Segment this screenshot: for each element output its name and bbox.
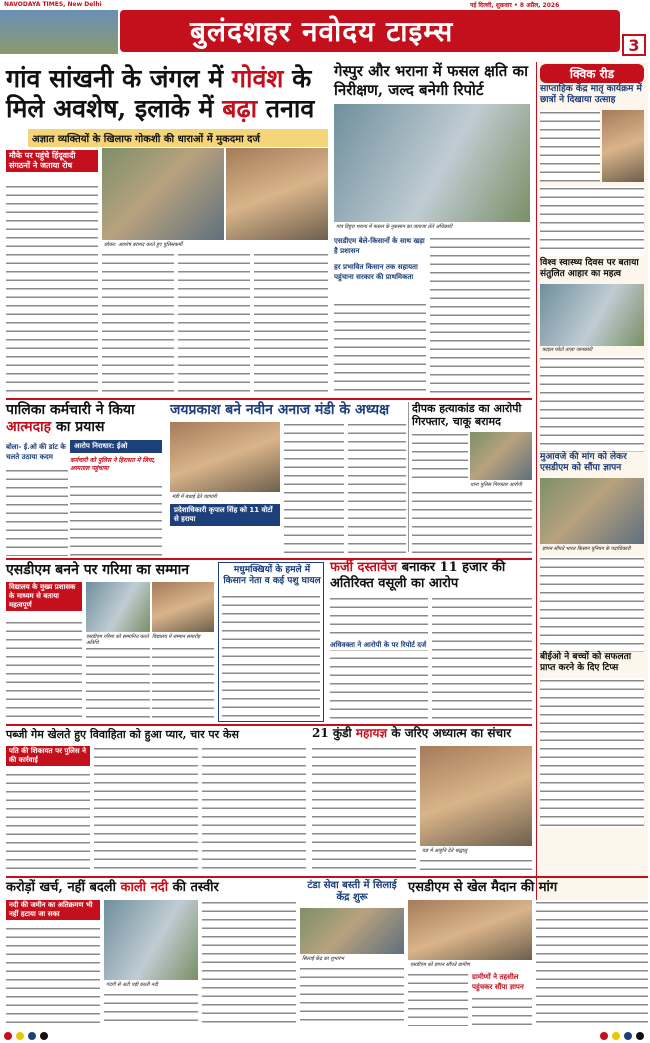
page-number: 3 [622,34,646,56]
tanda-photo [300,908,404,954]
edition-line: NAVODAYA TIMES, New Delhi [4,1,102,8]
farm-bullet-2: हर प्रभावित किसान तक सहायता पहुंचाना सरकार की प्राथमिकता [334,262,418,281]
murder-headline: दीपक हत्याकांड का आरोपी गिरफ्तार, चाकू बरामद [412,402,522,428]
murder-caption: थाना पुलिस गिरफ्तार आरोपी [470,482,522,488]
masthead-logo: बुलंदशहर नवोदय टाइम्स [190,15,454,48]
registration-dot [600,1032,608,1040]
lead-photo-caption: छोकर: अवशेष बरामद करते हुए पुलिसकर्मी [104,242,183,248]
quick-headline-1: साप्ताहिक केंद्र मातृ कार्यक्रम में छात्रों ने दिखाया उत्साह [540,84,642,105]
pubg-subhead: पति की शिकायत पर पुलिस ने की कार्रवाई [6,746,90,766]
yajna-headline-highlight: महायज्ञ [355,726,388,740]
farm-bullet-1: एसडीएम बेले-किसानों के साथ खड़ा है प्रशासन [334,236,425,255]
sdm-body-1 [6,620,82,720]
fake-headline-highlight: फर्जी दस्तावेज [330,560,398,575]
registration-dot [624,1032,632,1040]
bee-headline: मधुमक्खियों के हमले में किसान नेता व कई पशु घायल [223,565,321,586]
yajna-photo [420,746,532,846]
sdm-headline: एसडीएम बनने पर गरिमा का सम्मान [6,562,190,578]
lead-headline-part: गांव सांखनी के जंगल में [6,64,224,93]
yajna-headline-part: के जरिए अध्यात्म का संचार [391,726,512,740]
fake-bullet: अधिवक्ता ने आरोपी के पर रिपोर्ट दर्ज [330,640,427,649]
quick-caption-2: फ़ाइल फोटो ताज़ा जानकारी [542,347,593,353]
farm-headline: गेस्पुर और भराना में फसल क्षति का निरीक्षण, जल्द बनेगी रिपोर्ट [334,62,528,99]
kali-headline-part: की तस्वीर [172,880,219,895]
pubg-body-1 [6,772,90,872]
lead-headline-highlight: गोवंश [231,64,284,93]
tanda-caption: सिलाई केंद्र का शुभारंभ [302,956,344,962]
palika-headline [6,402,168,436]
footer-registration-strip [0,1030,650,1043]
kali-subhead: नदी की जमीन का अतिक्रमण भी नहीं हटाया जा सका [6,900,100,920]
yajna-headline [312,726,534,741]
murder-photo [470,432,532,480]
lead-headline-part: मिले अवशेष, इलाके में [6,94,214,123]
lead-body-col-2 [102,252,174,392]
dateline: नई दिल्ली, शुक्रवार • 8 अप्रैल, 2026 [470,2,560,9]
quick-caption-3: ज्ञापन सौंपते भारत किसान यूनियन के पदाधिकारी [542,546,631,552]
lead-body-col-1 [6,184,98,394]
registration-dot [636,1032,644,1040]
yajna-caption: यज्ञ में आहुति देते श्रद्धालु [422,848,468,854]
sdm-photo-1 [86,582,150,632]
bee-body [222,594,320,718]
farm-body-col-2 [430,236,530,394]
sdm-photo-2 [152,582,214,632]
kali-body-1 [6,926,100,1026]
registration-dot [16,1032,24,1040]
quick-body-2 [540,356,644,452]
pubg-headline: पब्जी गेम खेलते हुए विवाहिता को हुआ प्यार, चार पर केस [6,728,239,741]
tanda-body [300,966,404,1026]
palika-headline-highlight: आत्मदाह [6,419,52,435]
murder-body-2 [412,490,532,556]
sports-photo [408,900,532,960]
kali-caption: गंदगी से अटी पड़ी काली नदी [106,982,158,988]
sports-body-1 [408,972,468,1026]
sports-subhead: ग्रामीणों ने तहसील पहुंचकर सौंपा ज्ञापन [472,972,524,991]
section-rule [6,398,532,400]
mandi-body-1 [284,422,344,556]
farm-body-col-1 [334,302,426,394]
sdm-body-3 [152,646,214,720]
mandi-caption: मंडी में बधाई देते व्यापारी [172,494,217,500]
yajna-body-2 [420,858,532,872]
column-divider [408,402,409,552]
sports-body-3 [536,900,648,1026]
fake-headline [330,560,534,592]
lead-headline-part: तनाव [265,94,315,123]
quick-headline-4: बीईओ ने बच्चों को सफलता प्राप्त करने के दिए टिप्स [540,652,632,673]
fake-body-1 [330,596,428,720]
sdm-subhead: विद्यालय के मुख्य प्रशासक के माध्यम से बताया महत्वपूर्ण [6,582,82,611]
sports-headline: एसडीएम से खेल मैदान की मांग [408,880,558,895]
sports-caption: एसडीएम को ज्ञापन सौंपते ग्रामीण [410,962,470,968]
palika-subhead: बोला- ई.ओ की डांट के चलते उठाया कदम [6,442,66,461]
palika-tag: आरोप निराधार: ईओ [70,440,162,453]
quick-headline-3: मुआवजे की मांग को लेकर एसडीएम को सौंपा ज्ञापन [540,452,627,473]
sdm-caption-2: विद्यालय में सम्मान समारोह [152,634,201,640]
lead-headline-highlight: बढ़ा [222,94,258,123]
palika-body-2 [70,484,162,556]
fake-headline-part: बनाकर 11 हजार की अतिरिक्त वसूली का आरोप [330,560,506,591]
section-rule [6,876,648,878]
palika-quote: कर्मचारी को पुलिस ने हिरासत में लिया, अस्पताल पहुंचाया [70,457,156,472]
registration-dot [40,1032,48,1040]
kali-headline-part: करोड़ों खर्च, नहीं बदली [6,880,116,895]
lead-deck: अज्ञात व्यक्तियों के खिलाफ गोकशी की धाराओं में मुकदमा दर्ज [28,129,328,147]
kali-body-2 [104,992,198,1026]
quick-photo-3 [540,478,644,544]
farm-photo [334,104,530,222]
registration-dot [612,1032,620,1040]
quick-body-3 [540,556,644,652]
pubg-body-3 [202,746,306,872]
quick-read-label: क्विक रीड [540,64,644,83]
palika-body-1 [6,468,68,556]
kali-headline-highlight: काली नदी [120,880,169,895]
lead-headline [6,64,326,124]
mandi-body-2 [348,422,406,556]
masthead [0,0,650,58]
pubg-body-2 [94,746,198,872]
palika-headline-part: पालिका कर्मचारी ने किया [6,402,135,418]
quick-body-4 [540,678,644,828]
farm-photo-caption: गांव डिहुरा भराना में फसल के नुकसान का जायजा लेते अधिकारी [336,224,453,230]
kali-headline [6,880,296,896]
kali-photo [104,900,198,980]
lead-photo-2 [226,148,328,240]
lead-body-col-4 [254,252,328,392]
lead-subhead: मौके पर पहुंचे हिंदूवादी संगठनों ने जताया रोष [6,150,98,172]
registration-dot [4,1032,12,1040]
fake-body-2 [432,596,532,720]
mandi-box: प्रदेशाधिकारी कृपाल सिंह को 11 वोटों से हराया [170,504,280,526]
lead-headline-part: के [292,64,312,93]
lead-body-col-3 [178,252,250,392]
masthead-photo-strip [0,10,118,54]
murder-body-1 [412,432,468,482]
quick-body-1 [540,110,600,182]
yajna-body-1 [312,746,416,872]
quick-photo-2 [540,284,644,346]
palika-headline-part: का प्रयास [55,419,105,435]
kali-body-3 [202,900,296,1026]
tanda-headline: टंडा सेवा बस्ती में सिलाई केंद्र शुरू [307,880,397,903]
sports-body-2 [472,996,532,1026]
mandi-headline: जयप्रकाश बने नवीन अनाज मंडी के अध्यक्ष [170,402,390,418]
sdm-caption-1: एसडीएम गरिमा को सम्मानित करते अतिथि [86,634,149,646]
quick-headline-2: विश्व स्वास्थ्य दिवस पर बताया संतुलित आहार का महत्व [540,258,639,279]
quick-photo-1 [602,110,644,182]
registration-dot [28,1032,36,1040]
mandi-photo [170,422,280,492]
lead-photo [102,148,224,240]
yajna-headline-part: 21 कुंडी [312,726,352,740]
sdm-body-2 [86,646,150,720]
quick-body-1b [540,186,644,256]
